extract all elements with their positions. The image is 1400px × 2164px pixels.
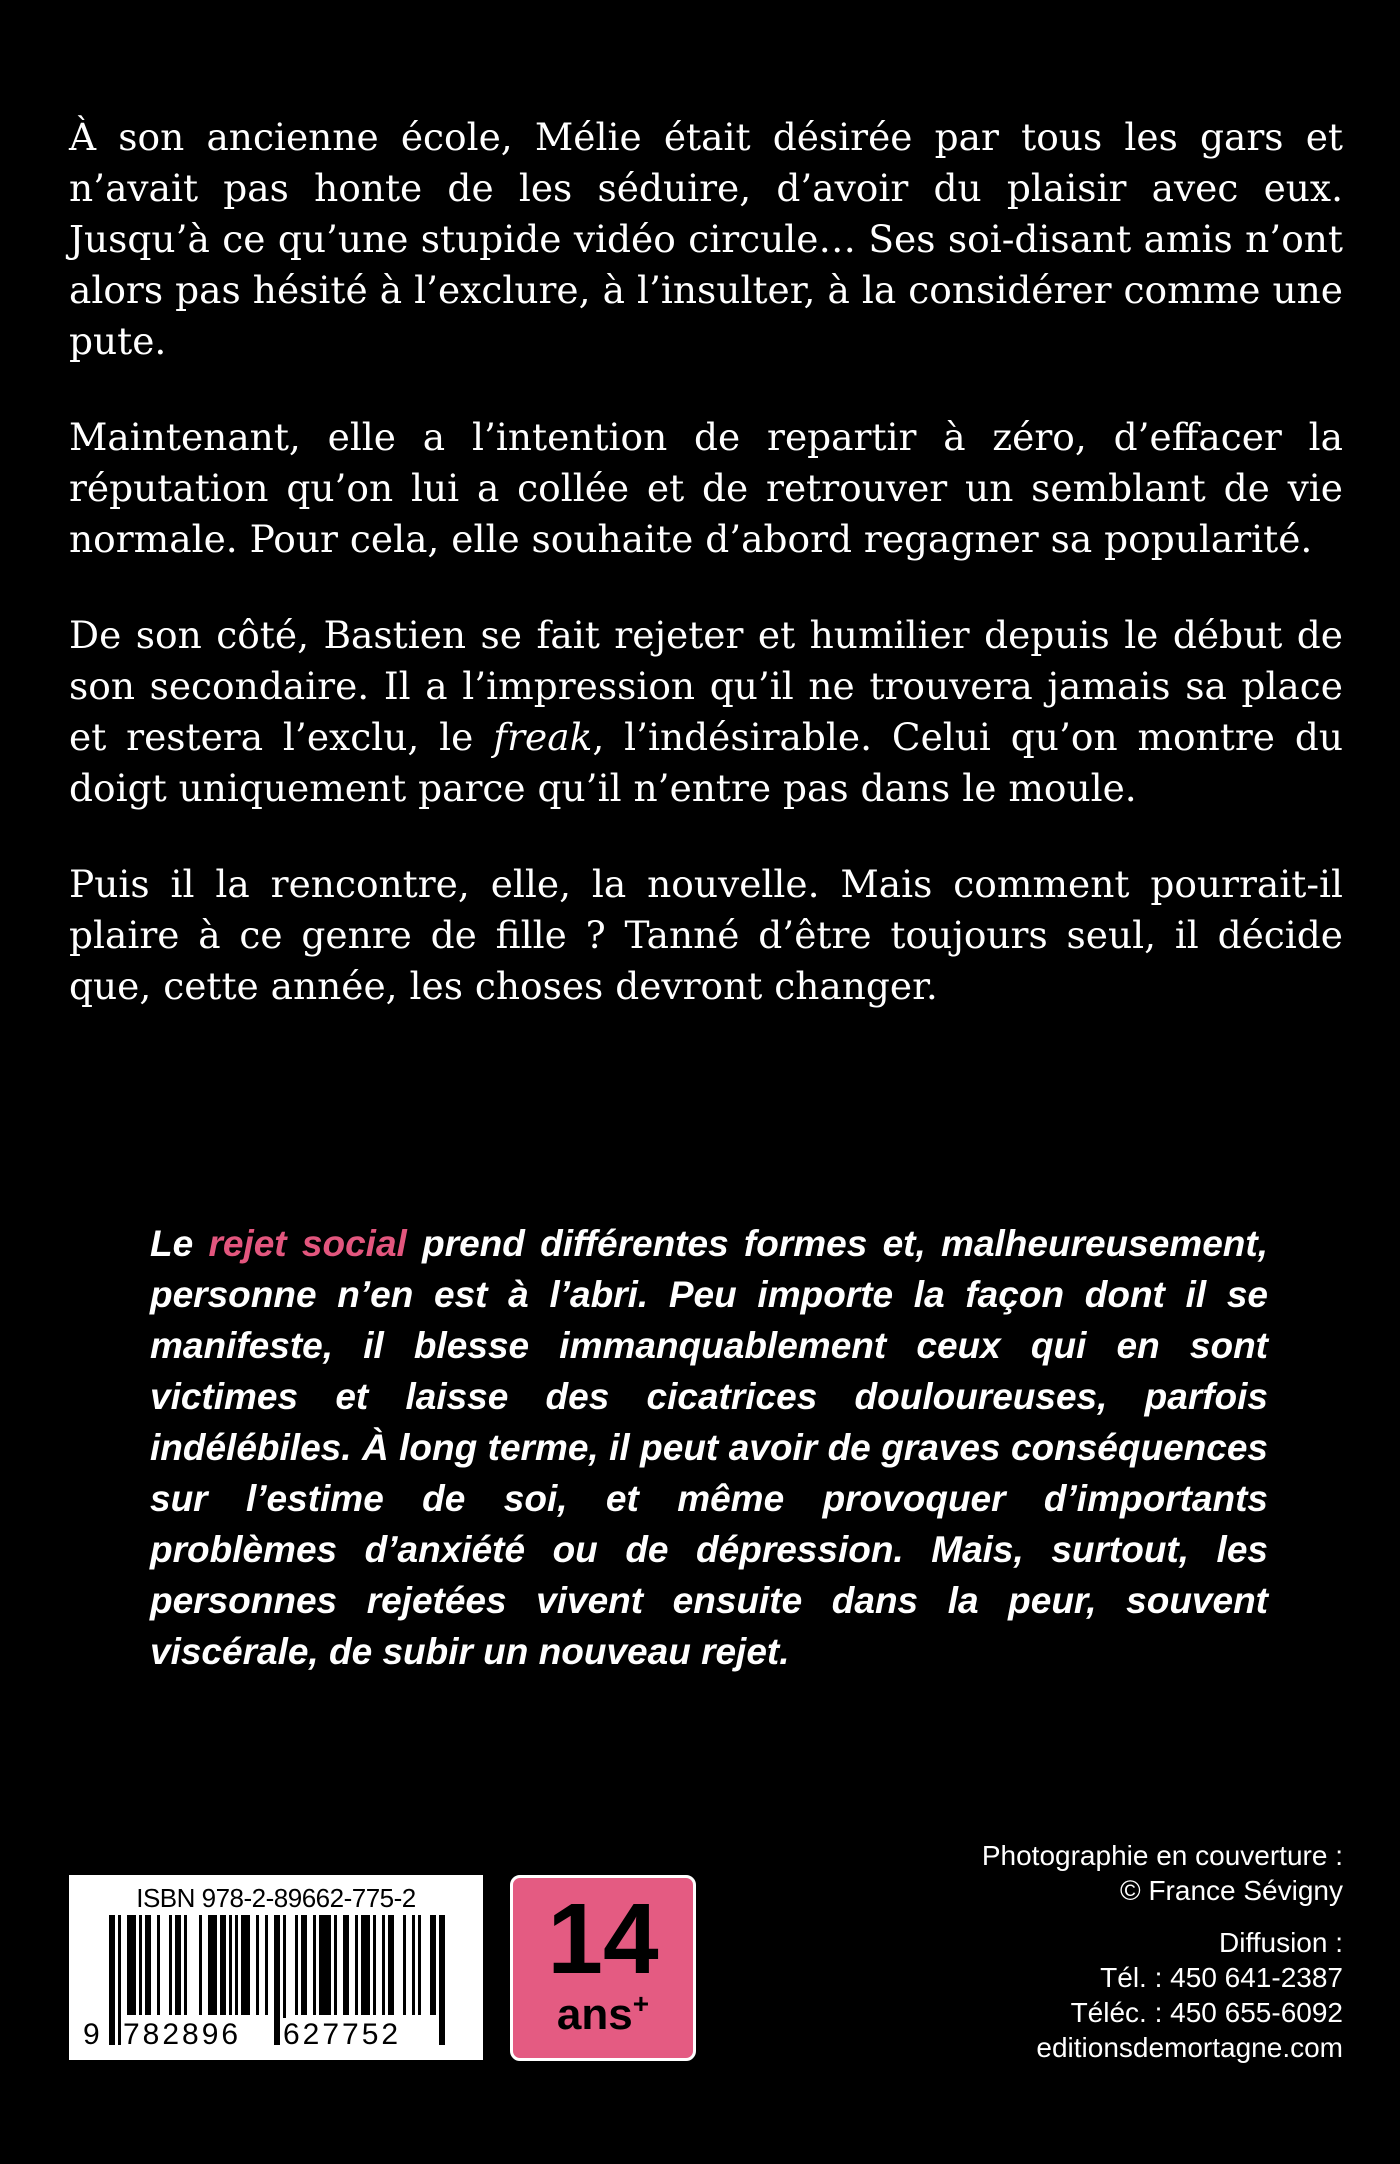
barcode-bar [199,1915,202,2015]
blurb-prefix: Le [150,1223,209,1264]
barcode-bar [127,1915,136,2015]
isbn-label: ISBN 978-2-89662-775-2 [136,1883,416,1913]
barcode-bar [295,1915,298,2015]
barcode-digits-right: 627752 [283,2018,402,2051]
barcode-bar [229,1915,232,2015]
synopsis-paragraph-3 [69,610,1343,814]
barcode-bar [220,1915,226,2015]
photo-credit-label: Photographie en couverture : [981,1840,1343,1871]
barcode-bar [403,1915,406,2015]
age-rating-number: 14 [547,1883,659,1995]
barcode-digit-first: 9 [83,2018,103,2051]
barcode-bar [274,1915,280,2045]
barcode-bar [319,1915,331,2015]
blurb-text: prend différentes formes et, malheureusement, personne n’en est à l’abri. Peu importe la façon dont il se manifeste, il blesse immanquablement ceux qui en sont victimes et laisse des cicatrices douloureuses, parfois indélébiles. À long terme, il peut avoir de graves conséquences sur l’estime de soi, et même provoquer d’importants problèmes d’anxiété ou de dépression. Mais, surtout, les personnes rejetées vivent ensuite dans la peur, souvent viscérale, de subir un nouveau rejet. [150,1223,1268,1672]
synopsis [69,112,1343,1057]
barcode-bar [157,1915,160,2015]
blurb [150,1218,1268,1677]
photo-credit-name: © France Sévigny [1120,1875,1343,1906]
photo-credits [823,1838,1343,1908]
barcode-bar [439,1915,445,2045]
barcode-bar [208,1915,217,2015]
synopsis-paragraph-4: Puis il la rencontre, elle, la nouvelle. Mais comment pourrait-il plaire à ce genre de fille ? Tanné d’être toujours seul, il décide que, cette année, les choses devront changer. [69,862,1343,1008]
barcode-bar [265,1915,268,2015]
barcode-bar [109,1915,115,2045]
synopsis-p3-italic: freak [493,715,593,759]
barcode-bar [388,1915,394,2015]
barcode-bar [412,1915,415,2015]
barcode [69,1875,483,2060]
blurb-highlight: rejet social [208,1223,407,1264]
barcode-bar [361,1915,370,2015]
synopsis-paragraph-2: Maintenant, elle a l’intention de repartir à zéro, d’effacer la réputation qu’on lui a collée et de retrouver un semblant de vie normale. Pour cela, elle souhaite d’abord regagner sa popularité. [69,415,1343,561]
barcode-bar [139,1915,142,2015]
age-rating-unit [513,1990,693,2040]
barcode-bar [184,1915,187,2015]
barcode-bar [118,1915,121,2045]
age-rating-plus: + [632,1988,650,2019]
barcode-bar [175,1915,181,2015]
synopsis-paragraph-1: À son ancienne école, Mélie était désirée par tous les gars et n’avait pas honte de les séduire, d’avoir du plaisir avec eux. Jusqu’à ce qu’une stupide vidéo circule… Ses soi-disant amis n’ont alors pas hésité à l’exclure, à l’insulter, à la considérer comme une pute. [69,115,1343,363]
barcode-bar [145,1915,151,2015]
synopsis-p3-start: De son côté, Bastien se fait rejeter et humilier depuis le début de son secondaire. Il a l’impression qu’il ne trouvera jamais sa place et restera l’exclu, le [69,613,1343,759]
website: editionsdemortagne.com [1036,2032,1343,2063]
age-rating-unit-text: ans [556,1990,633,2039]
barcode-bar [169,1915,172,2015]
barcode-bar [235,1915,238,2015]
phone-number: Tél. : 450 641-2387 [1100,1962,1343,1993]
barcode-bar [313,1915,316,2015]
barcode-bar [301,1915,307,2015]
diffusion-label: Diffusion : [1219,1927,1343,1958]
barcode-bar [418,1915,421,2015]
barcode-bar [256,1915,259,2015]
barcode-bar [373,1915,376,2015]
fax-number: Téléc. : 450 655-6092 [1070,1997,1343,2028]
barcode-bar [382,1915,385,2015]
barcode-digits-left: 782896 [123,2018,242,2051]
barcode-bar [343,1915,349,2015]
barcode-bar [355,1915,358,2015]
age-rating-badge [510,1875,696,2061]
diffusion-info [823,1925,1343,2065]
synopsis-p3-end: , l’indésirable. Celui qu’on montre du doigt uniquement parce qu’il n’entre pas dans le moule. [69,715,1344,810]
barcode-bar [241,1915,250,2015]
barcode-bar [334,1915,337,2015]
barcode-bar [430,1915,436,2015]
